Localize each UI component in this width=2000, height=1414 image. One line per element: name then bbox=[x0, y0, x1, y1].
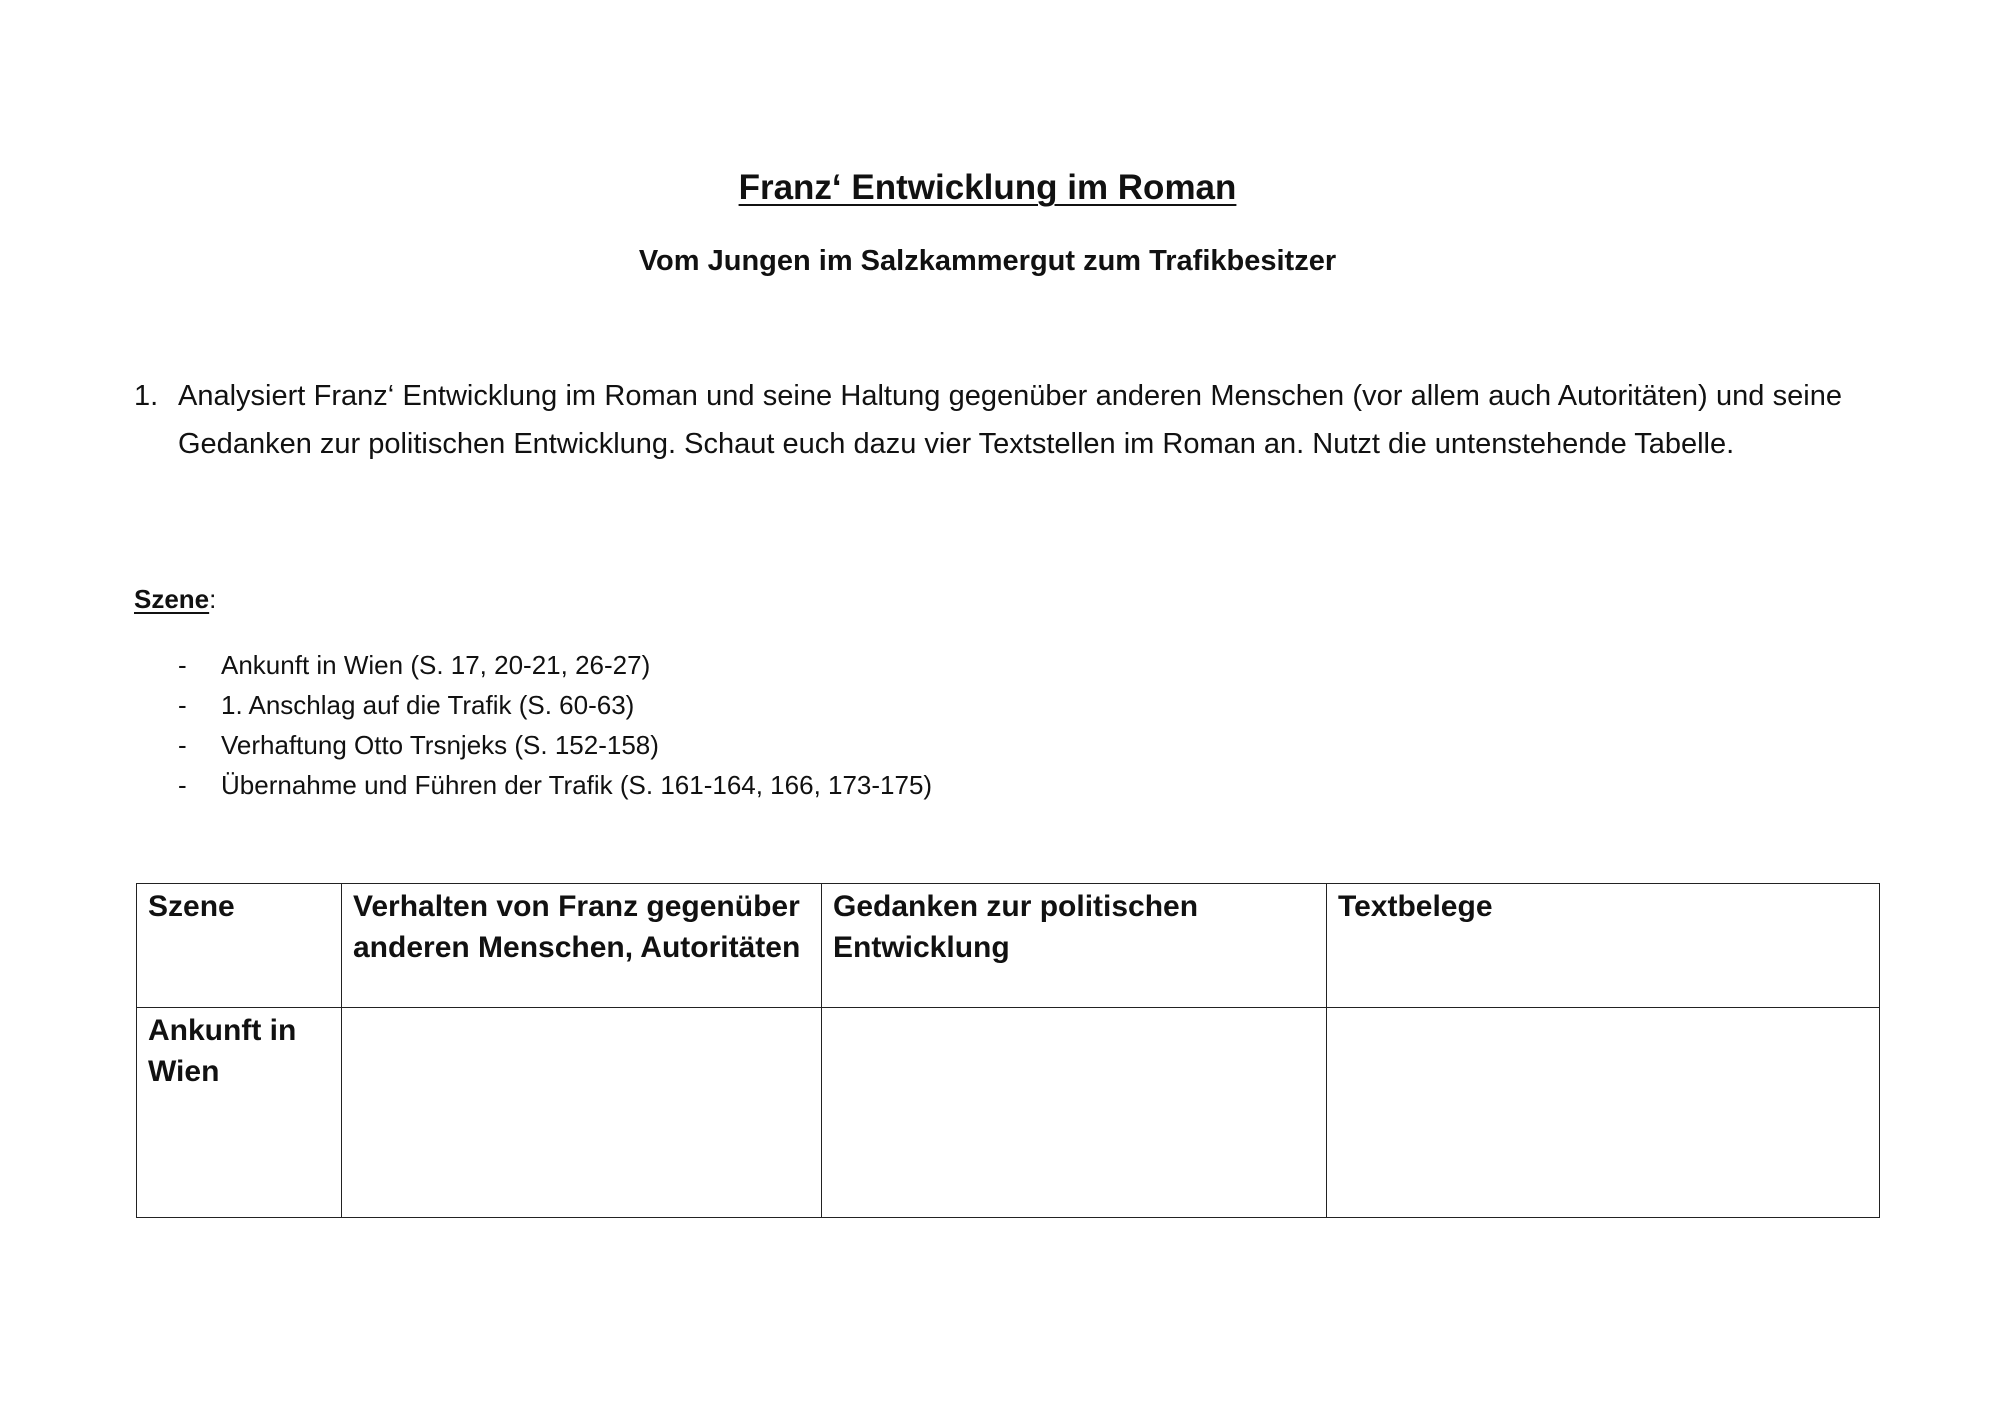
cell-behavior[interactable] bbox=[342, 1008, 822, 1218]
scene-list-item-text: Verhaftung Otto Trsnjeks (S. 152-158) bbox=[221, 730, 659, 760]
scene-list-item-text: 1. Anschlag auf die Trafik (S. 60-63) bbox=[221, 690, 635, 720]
cell-political-thoughts[interactable] bbox=[822, 1008, 1327, 1218]
scene-heading-label: Szene bbox=[134, 584, 210, 614]
scene-heading bbox=[134, 584, 216, 615]
header-political-thoughts: Gedanken zur politischen Entwicklung bbox=[822, 884, 1327, 1008]
scene-list-item-text: Ankunft in Wien (S. 17, 20-21, 26-27) bbox=[221, 650, 651, 680]
dash-bullet: - bbox=[178, 730, 187, 760]
dash-bullet: - bbox=[178, 770, 187, 800]
cell-scene: Ankunft in Wien bbox=[137, 1008, 342, 1218]
scene-list-item bbox=[178, 685, 932, 725]
task-1 bbox=[134, 372, 1842, 468]
header-text-evidence: Textbelege bbox=[1327, 884, 1880, 1008]
header-scene: Szene bbox=[137, 884, 342, 1008]
scene-heading-colon: : bbox=[209, 584, 217, 614]
task-text: Analysiert Franz‘ Entwicklung im Roman und seine Haltung gegenüber anderen Menschen (vor allem auch Autoritäten) und seine Gedanken zur politischen Entwicklung. Schaut euch dazu vier Textstellen im Roman an. Nutzt die untenstehende Tabelle. bbox=[178, 380, 1842, 460]
page-title: Franz‘ Entwicklung im Roman bbox=[738, 168, 1237, 207]
dash-bullet: - bbox=[178, 650, 187, 680]
table-header-row bbox=[137, 884, 1880, 1008]
scene-list-item bbox=[178, 725, 932, 765]
scene-list-item bbox=[178, 765, 932, 805]
scene-list-item bbox=[178, 645, 932, 685]
scene-list bbox=[178, 645, 932, 805]
page-subtitle: Vom Jungen im Salzkammergut zum Trafikbesitzer bbox=[638, 245, 1337, 277]
cell-text-evidence[interactable] bbox=[1327, 1008, 1880, 1218]
task-number: 1. bbox=[134, 380, 159, 412]
scene-list-item-text: Übernahme und Führen der Trafik (S. 161-164, 166, 173-175) bbox=[221, 770, 933, 800]
dash-bullet: - bbox=[178, 690, 187, 720]
header-behavior: Verhalten von Franz gegenüber anderen Menschen, Autoritäten bbox=[342, 884, 822, 1008]
table-row bbox=[137, 1008, 1880, 1218]
analysis-table bbox=[136, 883, 1880, 1218]
